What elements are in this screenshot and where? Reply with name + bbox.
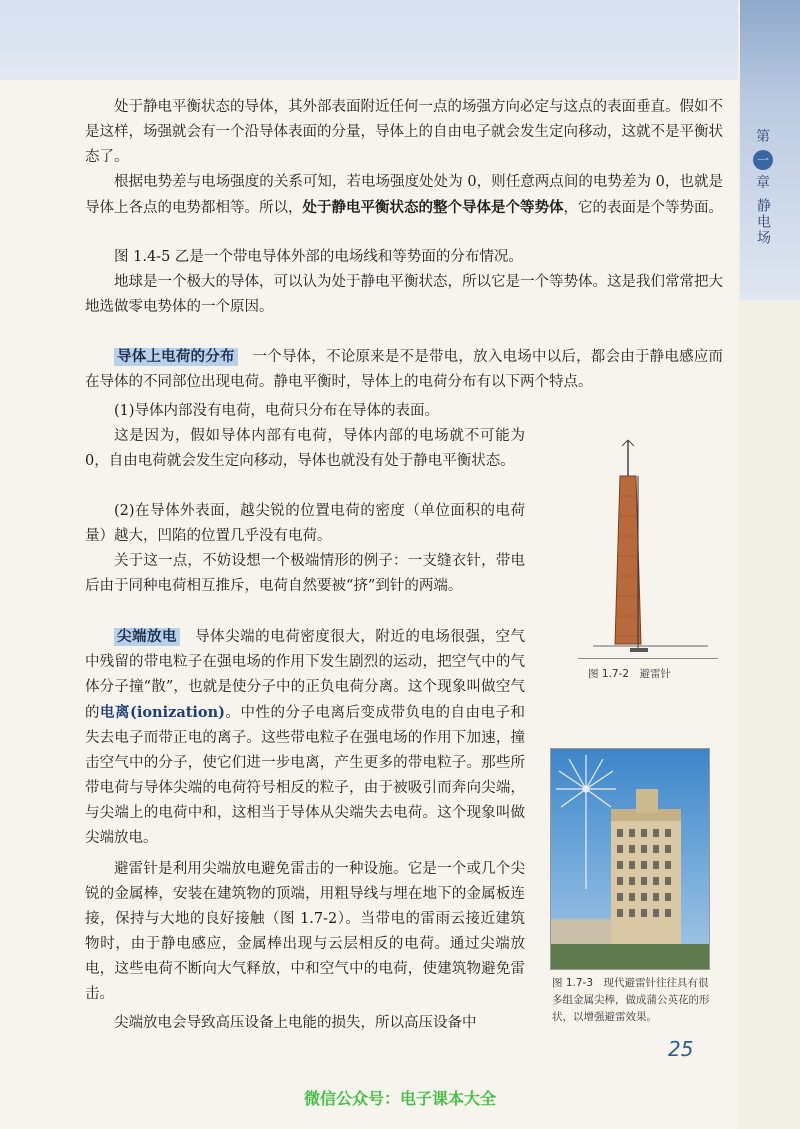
paragraph-4: 地球是一个极大的导体，可以认为处于静电平衡状态，所以它是一个等势体。这是我们常常把大地选做零电势体的一个原因。 — [85, 274, 723, 315]
chapter-label-top: 第 — [756, 129, 770, 145]
section-heading-charge-distribution: 导体上电荷的分布 — [114, 348, 238, 366]
paragraph-1: 处于静电平衡状态的导体，其外部表面附近任何一点的场强方向必定与这点的表面垂直。假如不是这样，场强就会有一个沿导体表面的分量，导体上的自由电子就会发生定向移动，这就不是平衡状态了。 — [85, 99, 723, 165]
chapter-label-bottom: 章 — [756, 175, 770, 191]
footer-watermark: 微信公众号：电子课本大全 — [303, 1089, 496, 1108]
paragraph-6: (1)导体内部没有电荷，电荷只分布在导体的表面。 — [114, 403, 440, 419]
paragraph-2 — [85, 170, 723, 221]
paragraph-3: 图 1.4-5 乙是一个带电导体外部的电场线和等势面的分布情况。 — [114, 249, 523, 265]
page-number: 25 — [668, 1037, 694, 1061]
section-heading-point-discharge: 尖端放电 — [114, 628, 180, 646]
chapter-number: 一 — [753, 150, 773, 170]
figure-caption-1-7-2: 图 1.7-2 避雷针 — [588, 668, 672, 680]
lightning-rod-illustration — [578, 436, 718, 656]
paragraph-point-discharge — [85, 625, 525, 851]
header-band — [0, 0, 738, 80]
paragraph-11: 避雷针是利用尖端放电避免雷击的一种设施。它是一个或几个尖锐的金属棒，安装在建筑物的顶端，用粗导线与埋在地下的金属板连接，保持与大地的良好接触（图 1.7-2）。当带电的雷雨云接近建筑物时，由于静电感应，金属棒出现与云层相反的电荷。通过尖端放电，这些电荷不断向大气释放，中和空气中的电荷，使建筑物避免雷击。 — [85, 861, 525, 1002]
paragraph-2-text-a: 根据电势差与电场强度的关系可知，若电场强度处处为 0，则任意两点间的电势差为 0，也就是导体上各点的电势都相等。所以， — [85, 174, 723, 216]
chimney-tower — [615, 476, 641, 644]
paragraph-2-emphasis: 处于静电平衡状态的整个导体是个等势体 — [302, 199, 564, 216]
paragraph-9: 关于这一点，不妨设想一个极端情形的例子：一支缝衣针，带电后由于同种电荷相互推斥，电荷自然要被“挤”到针的两端。 — [85, 553, 525, 594]
paragraph-charge-distribution — [85, 345, 723, 395]
term-ionization: 电离(ionization) — [100, 704, 225, 721]
modern-lightning-rod-photo — [550, 748, 710, 970]
paragraph-12: 尖端放电会导致高压设备上电能的损失，所以高压设备中 — [114, 1015, 477, 1031]
paragraph-5-body: 一个导体，不论原来是不是带电，放入电场中以后，都会由于静电感应而在导体的不同部位出现电荷。静电平衡时，导体上的电荷分布有以下两个特点。 — [85, 349, 724, 390]
figure-caption-1-7-3: 图 1.7-3 现代避雷针往往具有很多组金属尖棒，做成蒲公英花的形状，以增强避雷效果。 — [552, 977, 710, 1023]
paragraph-2-text-c: ，它的表面是个等势面。 — [563, 200, 723, 216]
ground-plate — [630, 648, 648, 652]
paragraph-10-text-a: 导体尖端的电荷密度很大，附近的电场很强，空气中残留的带电粒子在强电场的作用下发生剧烈的运动，把空气中的气体分子撞“散”，也就是使分子中的正负电荷分离。这个现象叫做空气的 — [85, 629, 526, 721]
paragraph-7: 这是因为，假如导体内部有电荷，导体内部的电场就不可能为 0，自由电荷就会发生定向移动，导体也就没有处于静电平衡状态。 — [85, 428, 525, 469]
paragraph-10-text-b: 。中性的分子电离后变成带负电的自由电子和失去电子而带正电的离子。这些带电粒子在强电场的作用下加速，撞击空气中的分子，使它们进一步电离，产生更多的带电粒子。那些所带电荷与导体尖端的电荷符号相反的粒子，由于被吸引而奔向尖端，与尖端上的电荷中和，这相当于导体从尖端失去电荷。这个现象叫做尖端放电。 — [85, 705, 525, 846]
caption-rule — [578, 658, 718, 659]
chapter-label — [748, 128, 778, 246]
paragraph-8: (2)在导体外表面，越尖锐的位置电荷的密度（单位面积的电荷量）越大，凹陷的位置几乎没有电荷。 — [85, 503, 525, 544]
chapter-title: 静电场 — [755, 198, 771, 246]
